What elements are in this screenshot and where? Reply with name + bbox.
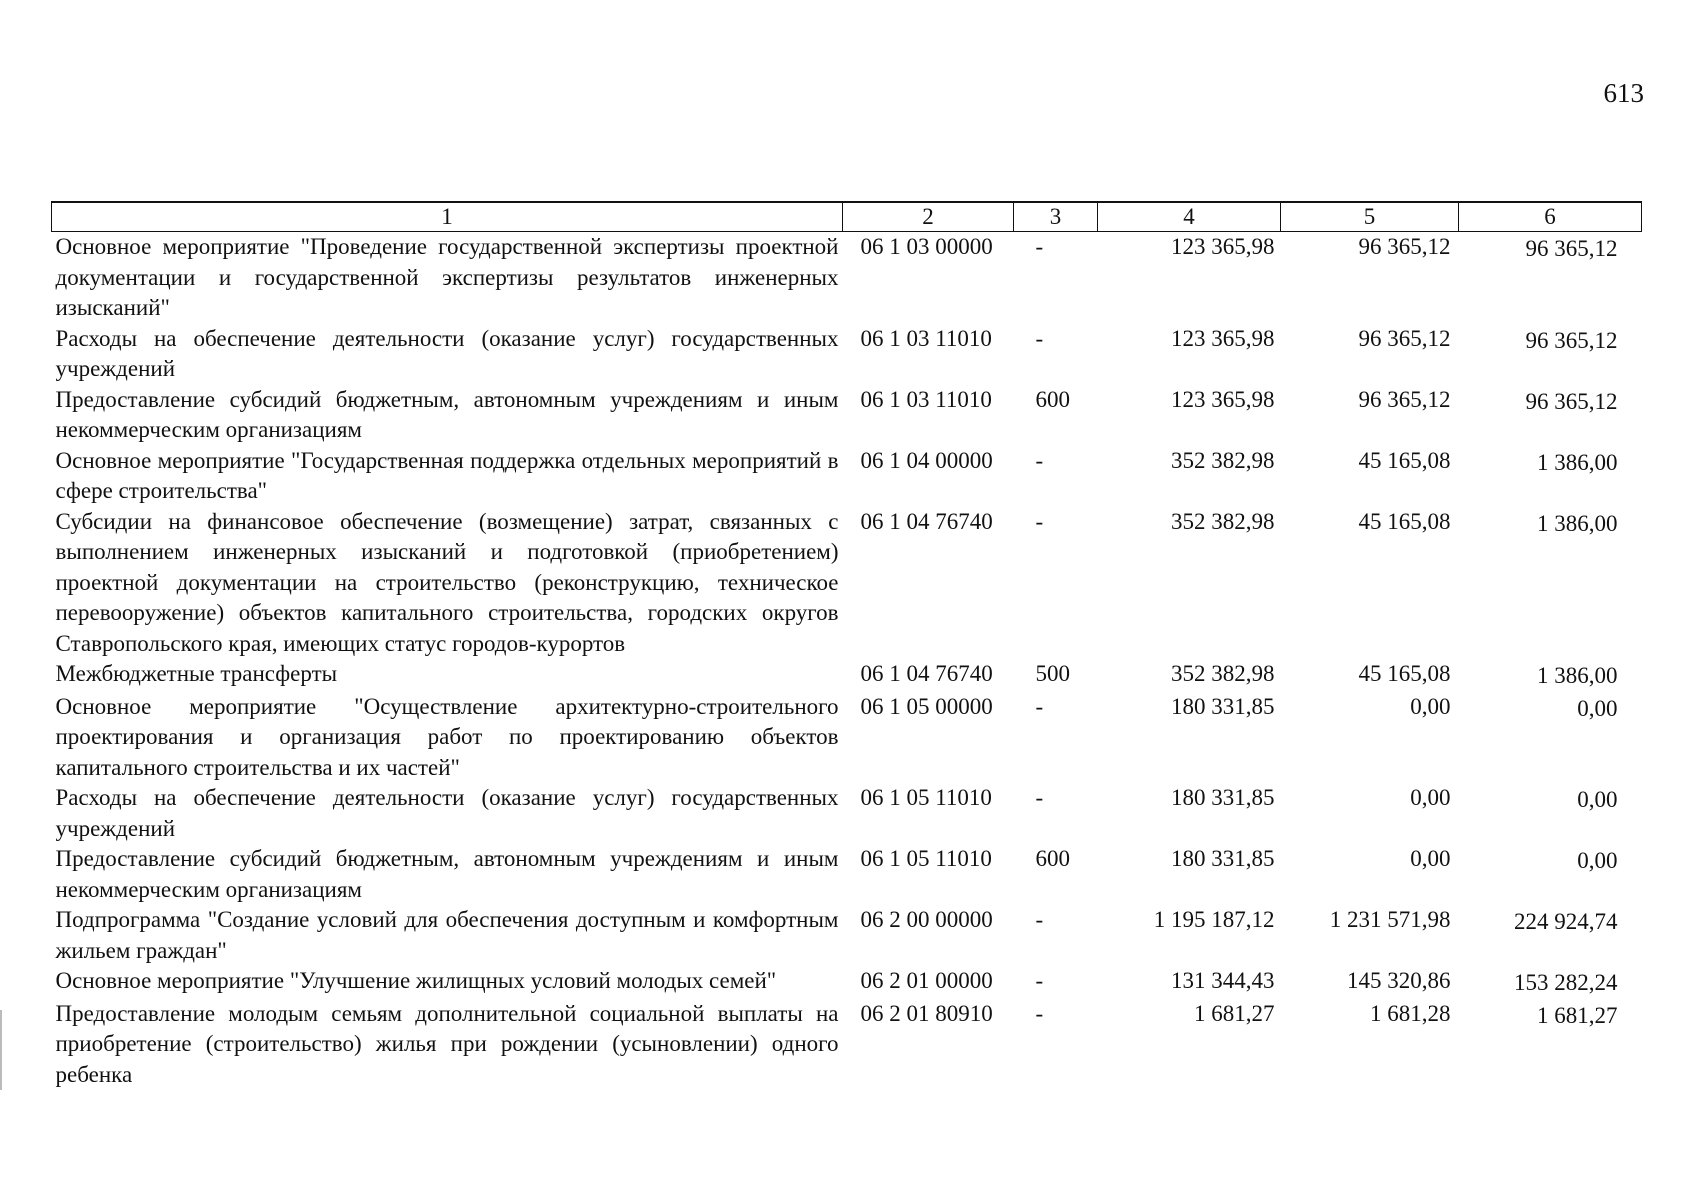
row-name: Предоставление субсидий бюджетным, автономным учреждениям и иным некоммерческим организациям xyxy=(55,386,839,442)
row-type: - xyxy=(1035,1000,1044,1026)
row-code: 06 1 04 00000 xyxy=(860,447,993,473)
column-header-4: 4 xyxy=(1098,202,1281,232)
row-value-4: 123 365,98 xyxy=(1171,386,1275,412)
page-number: 613 xyxy=(1603,78,1644,108)
table-header-row xyxy=(52,202,1642,232)
scan-edge-mark xyxy=(0,1010,2,1090)
row-type: - xyxy=(1035,447,1044,473)
row-code: 06 1 03 11010 xyxy=(860,386,992,412)
table-row xyxy=(52,507,1642,660)
row-value-5: 1 681,28 xyxy=(1370,1000,1451,1026)
row-name: Межбюджетные трансферты xyxy=(55,661,338,686)
row-value-6: 153 282,24 xyxy=(1514,970,1618,995)
row-value-6: 1 386,00 xyxy=(1537,663,1618,688)
row-value-4: 352 382,98 xyxy=(1171,661,1275,686)
row-value-4: 352 382,98 xyxy=(1171,508,1275,534)
row-type: 600 xyxy=(1035,846,1070,871)
row-value-5: 1 231 571,98 xyxy=(1329,907,1451,932)
row-type: 500 xyxy=(1035,661,1070,686)
column-header-1: 1 xyxy=(52,202,843,232)
column-header-2: 2 xyxy=(843,202,1014,232)
table-row xyxy=(52,324,1642,385)
row-code: 06 2 01 00000 xyxy=(860,968,993,993)
row-name: Предоставление субсидий бюджетным, автономным учреждениям и иным некоммерческим организациям xyxy=(55,846,839,902)
row-value-5: 96 365,12 xyxy=(1358,234,1451,259)
table-row xyxy=(52,232,1642,324)
row-value-5: 96 365,12 xyxy=(1358,386,1451,412)
row-name: Основное мероприятие "Государственная поддержка отдельных мероприятий в сфере строительства" xyxy=(55,447,839,503)
budget-table xyxy=(51,201,1642,1090)
row-name: Субсидии на финансовое обеспечение (возмещение) затрат, связанных с выполнением инженерных изысканий и подготовкой (приобретением) проектной документации на строительство (реконструкцию, техническое перевооружение) объектов капитального строительства, городских округов Ставропольского края, имеющих статус городов-курортов xyxy=(55,508,839,656)
column-header-5: 5 xyxy=(1281,202,1459,232)
row-code: 06 1 03 11010 xyxy=(860,325,992,351)
row-value-5: 45 165,08 xyxy=(1358,661,1451,686)
row-value-4: 123 365,98 xyxy=(1171,325,1275,351)
column-header-3: 3 xyxy=(1014,202,1098,232)
row-value-6: 1 386,00 xyxy=(1537,449,1618,475)
row-type: - xyxy=(1035,785,1044,810)
row-name: Расходы на обеспечение деятельности (оказание услуг) государственных учреждений xyxy=(55,785,839,841)
row-value-4: 180 331,85 xyxy=(1171,693,1275,719)
row-value-6: 0,00 xyxy=(1577,695,1618,721)
column-header-6: 6 xyxy=(1459,202,1642,232)
row-type: - xyxy=(1035,325,1044,351)
row-code: 06 1 05 11010 xyxy=(860,785,992,810)
row-value-6: 0,00 xyxy=(1577,787,1618,812)
row-code: 06 1 05 00000 xyxy=(860,693,993,719)
row-value-4: 180 331,85 xyxy=(1171,846,1275,871)
row-value-6: 224 924,74 xyxy=(1514,909,1618,934)
row-value-5: 145 320,86 xyxy=(1347,968,1451,993)
table-row xyxy=(52,446,1642,507)
row-value-4: 123 365,98 xyxy=(1171,234,1275,259)
row-value-6: 96 365,12 xyxy=(1525,327,1618,353)
row-value-4: 131 344,43 xyxy=(1171,968,1275,993)
row-name: Основное мероприятие "Улучшение жилищных условий молодых семей" xyxy=(55,968,777,993)
table-row xyxy=(52,966,1642,999)
row-name: Предоставление молодым семьям дополнительной социальной выплаты на приобретение (строительство) жилья при рождении (усыновлении) одного ребенка xyxy=(55,1000,839,1087)
row-code: 06 1 04 76740 xyxy=(860,508,993,534)
row-type: - xyxy=(1035,968,1044,993)
row-code: 06 1 03 00000 xyxy=(860,234,993,259)
row-name: Основное мероприятие "Проведение государственной экспертизы проектной документации и государственной экспертизы результатов инженерных изысканий" xyxy=(55,234,839,320)
row-code: 06 2 00 00000 xyxy=(860,907,993,932)
table-row xyxy=(52,385,1642,446)
row-value-5: 96 365,12 xyxy=(1358,325,1451,351)
row-type: - xyxy=(1035,508,1044,534)
table-row xyxy=(52,844,1642,905)
row-name: Основное мероприятие "Осуществление архитектурно-строительного проектирования и организация работ по проектированию объектов капитального строительства и их частей" xyxy=(55,693,839,780)
row-value-6: 96 365,12 xyxy=(1525,388,1618,414)
row-value-6: 1 386,00 xyxy=(1537,510,1618,536)
row-value-5: 45 165,08 xyxy=(1358,447,1451,473)
table-row xyxy=(52,692,1642,784)
row-value-4: 352 382,98 xyxy=(1171,447,1275,473)
table-row xyxy=(52,659,1642,692)
row-type: - xyxy=(1035,693,1044,719)
row-type: - xyxy=(1035,234,1044,259)
row-value-5: 45 165,08 xyxy=(1358,508,1451,534)
row-code: 06 1 04 76740 xyxy=(860,661,993,686)
row-type: 600 xyxy=(1035,386,1070,412)
row-name: Подпрограмма "Создание условий для обеспечения доступным и комфортным жильем граждан" xyxy=(55,907,839,963)
row-code: 06 1 05 11010 xyxy=(860,846,992,871)
table-row xyxy=(52,905,1642,966)
row-name: Расходы на обеспечение деятельности (оказание услуг) государственных учреждений xyxy=(55,325,839,381)
row-value-6: 96 365,12 xyxy=(1525,236,1618,261)
table-row xyxy=(52,999,1642,1091)
row-value-4: 1 195 187,12 xyxy=(1153,907,1275,932)
row-code: 06 2 01 80910 xyxy=(860,1000,993,1026)
row-value-5: 0,00 xyxy=(1410,693,1451,719)
table-row xyxy=(52,783,1642,844)
row-value-4: 180 331,85 xyxy=(1171,785,1275,810)
row-value-6: 0,00 xyxy=(1577,848,1618,873)
row-type: - xyxy=(1035,907,1044,932)
row-value-6: 1 681,27 xyxy=(1537,1002,1618,1028)
row-value-5: 0,00 xyxy=(1410,846,1451,871)
row-value-4: 1 681,27 xyxy=(1194,1000,1275,1026)
row-value-5: 0,00 xyxy=(1410,785,1451,810)
table-body xyxy=(52,232,1642,1091)
